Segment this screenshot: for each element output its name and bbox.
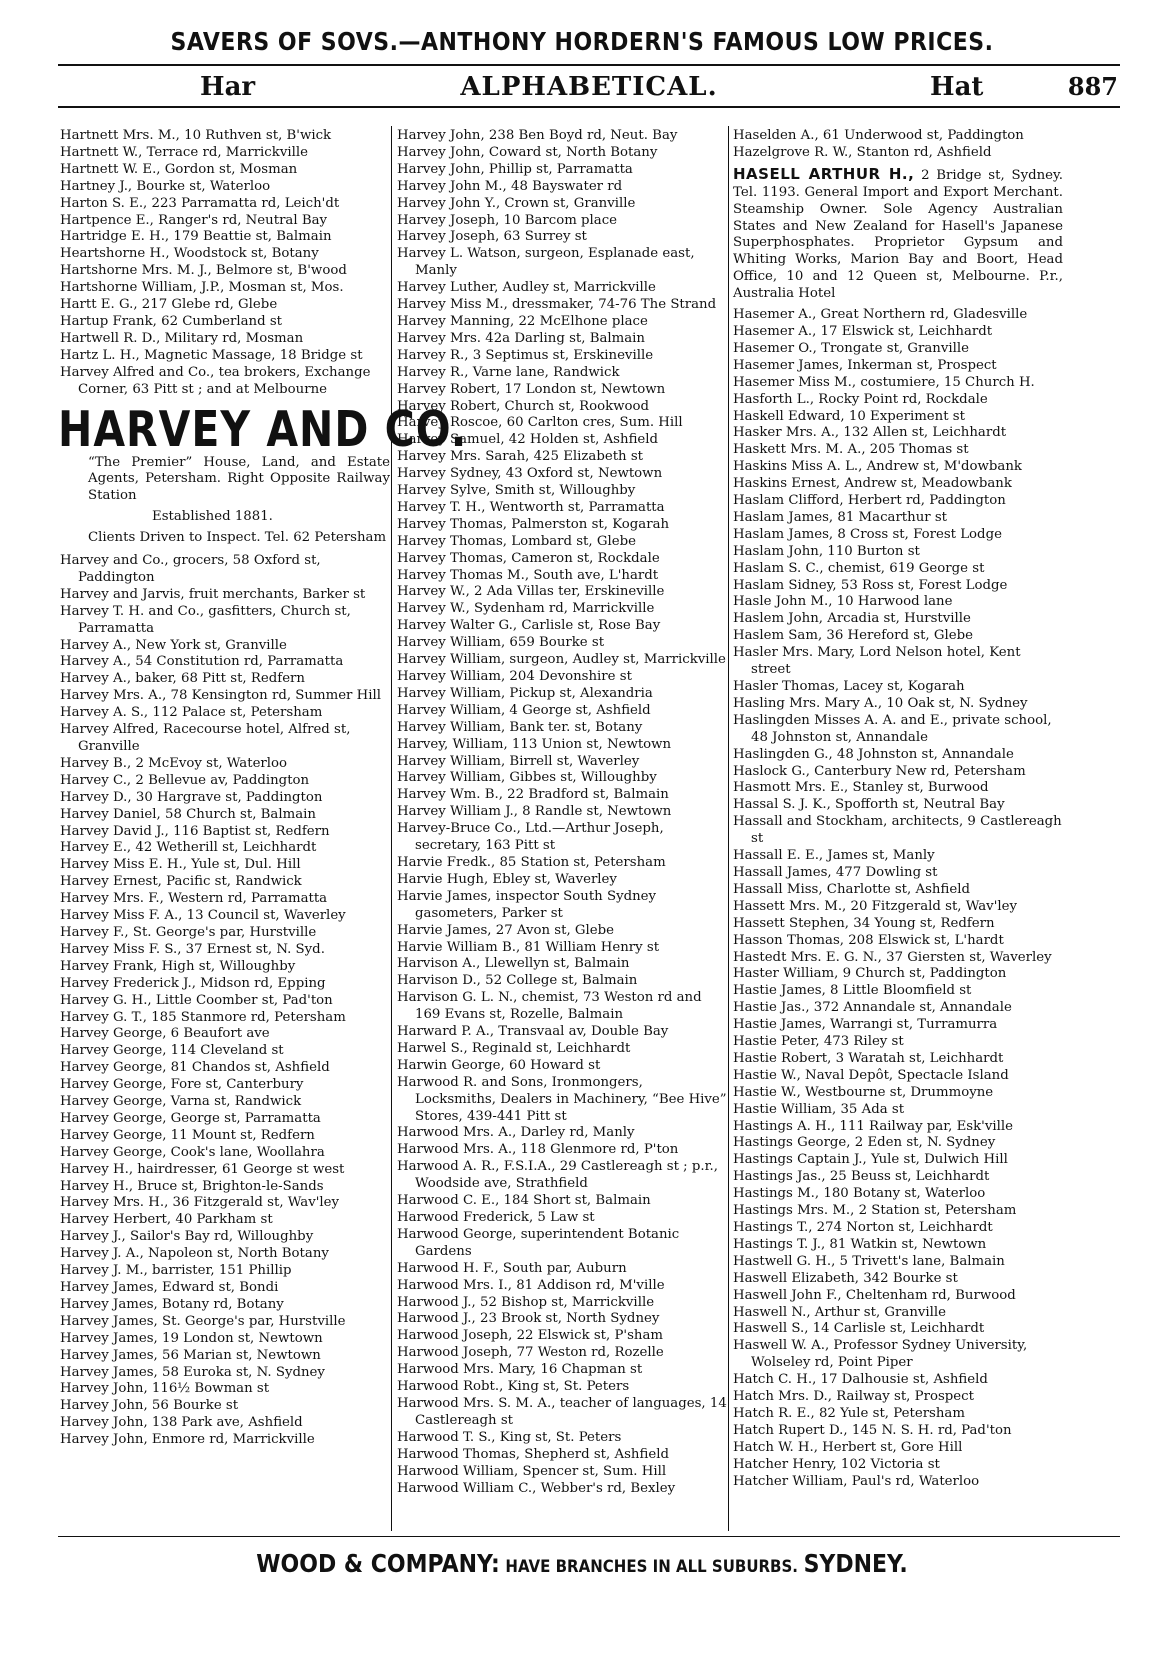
directory-entry: Harvey James, Edward st, Bondi [60, 1280, 279, 1295]
directory-entry: Harwood C. E., 184 Short st, Balmain [397, 1193, 651, 1209]
directory-entry: Hastie William, 35 Ada st [733, 1101, 905, 1117]
hasell-name: HASELL ARTHUR H., [733, 164, 915, 183]
directory-entry: Haslem John, Arcadia st, Hurstville [733, 611, 971, 627]
directory-entry: Hastie W., Naval Depôt, Spectacle Island [733, 1067, 1009, 1083]
banner-rule [58, 64, 1120, 66]
column-2 [397, 128, 727, 1497]
directory-entry: Hastings Jas., 25 Beuss st, Leichhardt [733, 1169, 990, 1185]
column-1-entries-top [60, 128, 390, 399]
directory-entry: Harvie Hugh, Ebley st, Waverley [397, 871, 617, 887]
harvey-and-co-heading: HARVEY AND CO. [58, 399, 468, 458]
directory-entry: Harvey H., Bruce st, Brighton-le-Sands [60, 1178, 324, 1194]
directory-entry: Harvey George, George st, Parramatta [60, 1110, 321, 1126]
directory-entry: Hastings T., 274 Norton st, Leichhardt [733, 1220, 993, 1235]
directory-entry: Harvey William, 659 Bourke st [397, 635, 605, 651]
header-last-word: Hat [930, 72, 984, 102]
directory-entry: Hassall and Stockham, architects, 9 Castlereagh st [733, 814, 1062, 847]
directory-entry: Haskell Edward, 10 Experiment st [733, 408, 965, 424]
directory-entry: Harvison D., 52 College st, Balmain [397, 973, 638, 989]
directory-entry: Harvey Daniel, 58 Church st, Balmain [60, 806, 316, 822]
directory-entry: Harvey Miss E. H., Yule st, Dul. Hill [60, 857, 301, 873]
directory-entry: Harvey Thomas, Lombard st, Glebe [397, 533, 636, 549]
directory-entry: Hasemer A., 17 Elswick st, Leichhardt [733, 323, 993, 339]
harvey-and-co-clients: Clients Driven to Inspect. Tel. 62 Petersham [88, 530, 387, 546]
directory-entry: Harvey R., 3 Septimus st, Erskineville [397, 347, 654, 363]
directory-entry: Haswell S., 14 Carlisle st, Leichhardt [733, 1321, 985, 1337]
directory-entry: Harwood Frederick, 5 Law st [397, 1210, 595, 1225]
directory-entry: Harwood William, Spencer st, Sum. Hill [397, 1463, 667, 1479]
directory-entry: Harvey William, Birrell st, Waverley [397, 753, 640, 769]
directory-entry: Harvey James, 19 London st, Newtown [60, 1330, 323, 1346]
directory-entry: Harvie James, inspector South Sydney gasometers, Parker st [397, 888, 657, 921]
directory-entry: Harvey James, 56 Marian st, Newtown [60, 1347, 321, 1363]
directory-entry: Harvey G. H., Little Coomber st, Pad'ton [60, 992, 333, 1008]
directory-entry: Harvey Robert, 17 London st, Newtown [397, 381, 666, 397]
directory-entry: Haslam Clifford, Herbert rd, Paddington [733, 493, 1006, 509]
directory-entry: Harvey Thomas, Palmerston st, Kogarah [397, 516, 670, 532]
column-1-entries-bottom [60, 553, 390, 1449]
directory-entry: Hasemer Miss M., costumiere, 15 Church H. [733, 374, 1035, 390]
column-3-entries-top [733, 128, 1063, 162]
directory-entry: Harvey and Jarvis, fruit merchants, Barker st [60, 586, 366, 602]
directory-entry: Harvey James, St. George's par, Hurstville [60, 1313, 346, 1329]
directory-entry: Harvey David J., 116 Baptist st, Redfern [60, 823, 330, 839]
directory-entry: Hastings Captain J., Yule st, Dulwich Hill [733, 1152, 1008, 1168]
column-3-entries [733, 307, 1063, 1490]
directory-entry: Harvey Miss F. A., 13 Council st, Waverley [60, 908, 346, 924]
directory-entry: Harwin George, 60 Howard st [397, 1057, 601, 1073]
directory-entry: Hasler Mrs. Mary, Lord Nelson hotel, Kent street [733, 645, 1021, 678]
directory-entry: Harvey Alfred and Co., tea brokers, Exchange Corner, 63 Pitt st ; and at Melbourne [60, 364, 371, 397]
directory-entry: Harvey C., 2 Bellevue av, Paddington [60, 772, 310, 788]
directory-entry: Harwood William C., Webber's rd, Bexley [397, 1480, 676, 1496]
directory-entry: Harwood J., 23 Brook st, North Sydney [397, 1311, 660, 1327]
directory-entry: Haslam Sidney, 53 Ross st, Forest Lodge [733, 577, 1008, 593]
directory-entry: Harvey Samuel, 42 Holden st, Ashfield [397, 432, 659, 448]
directory-entry: Hartnett W. E., Gordon st, Mosman [60, 161, 298, 177]
directory-entry: Hartshorne William, J.P., Mosman st, Mos. [60, 280, 344, 296]
directory-entry: Harvey Joseph, 10 Barcom place [397, 212, 618, 228]
directory-entry: Harvey John, 116½ Bowman st [60, 1381, 270, 1397]
directory-entry: Harvey Mrs. H., 36 Fitzgerald st, Wav'ley [60, 1195, 340, 1211]
directory-entry: Hastings Mrs. M., 2 Station st, Petersham [733, 1203, 1017, 1219]
directory-entry: Hatch W. H., Herbert st, Gore Hill [733, 1439, 963, 1455]
directory-entry: Harvey George, Varna st, Randwick [60, 1094, 302, 1110]
directory-entry: Hastings George, 2 Eden st, N. Sydney [733, 1135, 996, 1151]
directory-entry: Harwood Mrs. S. M. A., teacher of languages, 14 Castlereagh st [397, 1395, 727, 1428]
directory-entry: Haslam James, 8 Cross st, Forest Lodge [733, 526, 1002, 542]
directory-entry: Harvey William, 204 Devonshire st [397, 669, 632, 684]
directory-entry: Harvey Frederick J., Midson rd, Epping [60, 975, 326, 991]
directory-entry: Harvey William, 4 George st, Ashfield [397, 702, 651, 718]
directory-entry: Harvey, William, 113 Union st, Newtown [397, 736, 672, 752]
hasell-advert [733, 166, 1063, 303]
directory-entry: Harvey-Bruce Co., Ltd.—Arthur Joseph, secretary, 163 Pitt st [397, 821, 664, 854]
column-1 [58, 128, 468, 1449]
directory-entry: Harwel S., Reginald st, Leichhardt [397, 1040, 631, 1056]
directory-entry: Haslam S. C., chemist, 619 George st [733, 560, 985, 576]
directory-entry: Harvey Thomas, Cameron st, Rockdale [397, 550, 660, 566]
directory-entry: Harvey George, 11 Mount st, Redfern [60, 1127, 315, 1143]
page-header [58, 72, 1120, 106]
directory-entry: Hassett Mrs. M., 20 Fitzgerald st, Wav'ley [733, 898, 1017, 914]
directory-entry: Harvey A., New York st, Granville [60, 637, 287, 653]
column-3 [733, 128, 1063, 1491]
directory-entry: Haswell Elizabeth, 342 Bourke st [733, 1270, 958, 1286]
directory-entry: Harvey and Co., grocers, 58 Oxford st, Paddington [60, 553, 321, 585]
directory-entry: Harvey Sydney, 43 Oxford st, Newtown [397, 466, 663, 482]
directory-entry: Hatch R. E., 82 Yule st, Petersham [733, 1405, 965, 1421]
directory-entry: Harvey John Y., Crown st, Granville [397, 195, 636, 211]
directory-entry: Harvey W., 2 Ada Villas ter, Erskineville [397, 584, 665, 600]
directory-entry: Hatch Mrs. D., Railway st, Prospect [733, 1389, 974, 1405]
directory-entry: Harvey John, 238 Ben Boyd rd, Neut. Bay [397, 128, 678, 143]
directory-entry: Harvey James, 58 Euroka st, N. Sydney [60, 1364, 325, 1380]
directory-entry: Hassall James, 477 Dowling st [733, 864, 938, 880]
directory-entry: Hartridge E. H., 179 Beattie st, Balmain [60, 229, 332, 245]
directory-entry: Haslam James, 81 Macarthur st [733, 509, 948, 525]
directory-entry: Harvey George, 114 Cleveland st [60, 1043, 284, 1059]
directory-entry: Haslem Sam, 36 Hereford st, Glebe [733, 628, 974, 644]
directory-entry: Harvey A. S., 112 Palace st, Petersham [60, 705, 323, 721]
directory-entry: Hastie W., Westbourne st, Drummoyne [733, 1084, 994, 1100]
directory-entry: Haskins Miss A. L., Andrew st, M'dowbank [733, 459, 1022, 475]
directory-entry: Harvey W., Sydenham rd, Marrickville [397, 601, 655, 617]
directory-entry: Harvey William, Gibbes st, Willoughby [397, 770, 657, 786]
directory-entry: Harvey J., Sailor's Bay rd, Willoughby [60, 1229, 314, 1245]
directory-entry: Hastie James, Warrangi st, Turramurra [733, 1017, 998, 1033]
directory-entry: Harvey Wm. B., 22 Bradford st, Balmain [397, 787, 669, 803]
directory-entry: Harvey E., 42 Wetherill st, Leichhardt [60, 840, 317, 856]
directory-entry: Harwood R. and Sons, Ironmongers, Locksmiths, Dealers in Machinery, “Bee Hive” Stores, 439-441 Pitt st [397, 1074, 727, 1124]
directory-entry: Harvey Miss M., dressmaker, 74-76 The Strand [397, 297, 717, 313]
directory-entry: Harvey John, Phillip st, Parramatta [397, 161, 633, 177]
directory-entry: Hasemer A., Great Northern rd, Gladesville [733, 307, 1028, 323]
footer-rule [58, 1536, 1120, 1537]
directory-entry: Harvey Thomas M., South ave, L'hardt [397, 567, 659, 583]
directory-entry: Heartshorne H., Woodstock st, Botany [60, 246, 319, 262]
directory-entry: Harwood Mrs. Mary, 16 Chapman st [397, 1362, 643, 1378]
directory-entry: Harward P. A., Transvaal av, Double Bay [397, 1024, 669, 1040]
directory-entry: Harwood Joseph, 77 Weston rd, Rozelle [397, 1345, 664, 1361]
directory-entry: Haslingden Misses A. A. and E., private school, 48 Johnston st, Annandale [733, 712, 1052, 745]
page-number: 887 [1067, 72, 1118, 101]
directory-entry: Harvey A., 54 Constitution rd, Parramatta [60, 654, 344, 670]
directory-entry: Hasling Mrs. Mary A., 10 Oak st, N. Sydney [733, 695, 1028, 711]
directory-entry: Harvey Roscoe, 60 Carlton cres, Sum. Hill [397, 415, 683, 431]
directory-entry: Hasmott Mrs. E., Stanley st, Burwood [733, 780, 989, 796]
directory-entry: Harwood George, superintendent Botanic Gardens [397, 1226, 680, 1259]
directory-entry: Harvey Herbert, 40 Parkham st [60, 1212, 273, 1228]
directory-entry: Harvey George, Fore st, Canterbury [60, 1077, 304, 1093]
directory-entry: Harvey Robert, Church st, Rookwood [397, 398, 650, 414]
directory-entry: Hastwell G. H., 5 Trivett's lane, Balmain [733, 1253, 1005, 1269]
directory-entry: Harvey John, 138 Park ave, Ashfield [60, 1415, 303, 1431]
directory-entry: Harwood Robt., King st, St. Peters [397, 1379, 630, 1395]
directory-entry: Harvison G. L. N., chemist, 73 Weston rd and 169 Evans st, Rozelle, Balmain [397, 990, 702, 1023]
directory-entry: Hartup Frank, 62 Cumberland st [60, 313, 282, 329]
directory-entry: Harwood Thomas, Shepherd st, Ashfield [397, 1446, 669, 1462]
directory-entry: Harvey J. M., barrister, 151 Phillip [60, 1263, 292, 1279]
directory-entry: Harvey Alfred, Racecourse hotel, Alfred st, Granville [60, 722, 351, 754]
directory-entry: Hastie Jas., 372 Annandale st, Annandale [733, 1000, 1012, 1016]
directory-entry: Harvey H., hairdresser, 61 George st west [60, 1161, 345, 1177]
directory-entry: Harvey A., baker, 68 Pitt st, Redfern [60, 671, 305, 687]
hasell-body: 2 Bridge st, Sydney. Tel. 1193. General Import and Export Merchant. Steamship Owner. Sole Agency Australian States and New Zealand for Hasell's Japanese Superphosphates. Proprietor Gypsum and Whiting Works, Marion Bay and Boort, Head Office, 10 and 12 Queen st, Melbourne. P.r., Australia Hotel [733, 167, 1063, 302]
directory-entry: Harvey William J., 8 Randle st, Newtown [397, 804, 672, 820]
column-divider-1 [391, 126, 392, 1531]
footer-company: WOOD & COMPANY: [256, 1550, 500, 1579]
directory-entry: Hasforth L., Rocky Point rd, Rockdale [733, 391, 988, 407]
directory-entry: Harvey Manning, 22 McElhone place [397, 313, 648, 329]
directory-entry: Harvey George, 81 Chandos st, Ashfield [60, 1060, 330, 1076]
directory-entry: Harvie Fredk., 85 Station st, Petersham [397, 854, 666, 870]
directory-entry: Harvey Sylve, Smith st, Willoughby [397, 483, 636, 499]
directory-entry: Haswell John F., Cheltenham rd, Burwood [733, 1287, 1016, 1303]
directory-entry: Harvey John M., 48 Bayswater rd [397, 178, 623, 194]
directory-entry: Hatcher William, Paul's rd, Waterloo [733, 1473, 980, 1489]
header-rule [58, 106, 1120, 108]
directory-entry: Harvey John, 56 Bourke st [60, 1398, 239, 1414]
directory-entry: Hazelgrove R. W., Stanton rd, Ashfield [733, 144, 992, 160]
directory-entry: Hartney J., Bourke st, Waterloo [60, 178, 271, 194]
directory-entry: Harvey George, 6 Beaufort ave [60, 1026, 270, 1042]
footer-branches: HAVE BRANCHES IN ALL SUBURBS. [505, 1555, 798, 1577]
directory-entry: Harwood T. S., King st, St. Peters [397, 1429, 622, 1445]
directory-entry: Harvey J. A., Napoleon st, North Botany [60, 1246, 329, 1262]
directory-entry: Harvey Joseph, 63 Surrey st [397, 229, 587, 245]
directory-entry: Harwood A. R., F.S.I.A., 29 Castlereagh st ; p.r., Woodside ave, Strathfield [397, 1159, 718, 1192]
directory-entry: Harvey John, Enmore rd, Marrickville [60, 1432, 315, 1448]
directory-entry: Harvey Mrs. 42a Darling st, Balmain [397, 330, 645, 346]
directory-entry: Harvey William, Bank ter. st, Botany [397, 719, 643, 735]
directory-entry: Hastings T. J., 81 Watkin st, Newtown [733, 1236, 987, 1252]
directory-entry: Hasler Thomas, Lacey st, Kogarah [733, 679, 965, 694]
directory-entry: Hasemer James, Inkerman st, Prospect [733, 357, 997, 373]
directory-entry: Harvey D., 30 Hargrave st, Paddington [60, 789, 323, 805]
directory-entry: Hasker Mrs. A., 132 Allen st, Leichhardt [733, 425, 1007, 441]
directory-entry: Harvey James, Botany rd, Botany [60, 1296, 284, 1312]
directory-entry: Harvie William B., 81 William Henry st [397, 939, 660, 955]
directory-entry: Hatch C. H., 17 Dalhousie st, Ashfield [733, 1372, 988, 1388]
directory-entry: Harvey Mrs. F., Western rd, Parramatta [60, 891, 328, 907]
directory-entry: Hartnett Mrs. M., 10 Ruthven st, B'wick [60, 128, 332, 143]
harvey-and-co-advert [58, 399, 468, 548]
column-divider-2 [728, 126, 729, 1531]
directory-entry: Harton S. E., 223 Parramatta rd, Leich'dt [60, 195, 340, 211]
directory-entry: Haselden A., 61 Underwood st, Paddington [733, 128, 1024, 143]
directory-entry: Harwood Mrs. A., 118 Glenmore rd, P'ton [397, 1142, 679, 1158]
directory-entry: Hatcher Henry, 102 Victoria st [733, 1456, 940, 1472]
directory-entry: Haslam John, 110 Burton st [733, 543, 920, 559]
directory-entry: Harvey F., St. George's par, Hurstville [60, 924, 317, 940]
directory-entry: Harvey L. Watson, surgeon, Esplanade east, Manly [397, 246, 695, 279]
directory-entry: Hassal S. J. K., Spofforth st, Neutral Bay [733, 797, 1005, 813]
directory-entry: Haslock G., Canterbury New rd, Petersham [733, 763, 1026, 779]
footer-advert [0, 1550, 1164, 1579]
top-advert-banner: SAVERS OF SOVS.—ANTHONY HORDERN'S FAMOUS LOW PRICES. [170, 28, 994, 57]
harvey-and-co-description: “The Premier” House, Land, and Estate Agents, Petersham. Right Opposite Railway Station [88, 454, 390, 504]
directory-entry: Harvey William, surgeon, Audley st, Marrickville [397, 652, 726, 668]
directory-entry: Harvey G. T., 185 Stanmore rd, Petersham [60, 1009, 346, 1025]
directory-entry: Harwood H. F., South par, Auburn [397, 1260, 627, 1276]
directory-entry: Haskins Ernest, Andrew st, Meadowbank [733, 476, 1012, 492]
directory-entry: Hartwell R. D., Military rd, Mosman [60, 330, 304, 346]
directory-entry: Hastings M., 180 Botany st, Waterloo [733, 1186, 986, 1202]
directory-entry: Harvey T. H. and Co., gasfitters, Church st, Parramatta [60, 603, 351, 636]
directory-entry: Hastings A. H., 111 Railway par, Esk'ville [733, 1118, 1013, 1134]
directory-entry: Harvey Frank, High st, Willoughby [60, 958, 296, 974]
directory-entry: Harvey William, Pickup st, Alexandria [397, 685, 653, 701]
directory-entry: Hastedt Mrs. E. G. N., 37 Giersten st, Waverley [733, 949, 1052, 965]
header-first-word: Har [200, 72, 256, 102]
directory-entry: Hassall E. E., James st, Manly [733, 848, 935, 864]
directory-entry: Hassett Stephen, 34 Young st, Redfern [733, 915, 995, 931]
directory-entry: Harvey R., Varne lane, Randwick [397, 364, 620, 380]
directory-entry: Hartt E. G., 217 Glebe rd, Glebe [60, 297, 278, 313]
directory-entry: Hartz L. H., Magnetic Massage, 18 Bridge st [60, 347, 363, 363]
directory-entry: Haskett Mrs. M. A., 205 Thomas st [733, 442, 969, 458]
directory-entry: Hastie Peter, 473 Riley st [733, 1034, 904, 1050]
directory-entry: Harvey Ernest, Pacific st, Randwick [60, 874, 302, 890]
directory-entry: Harvey John, Coward st, North Botany [397, 144, 658, 160]
directory-entry: Harvey Walter G., Carlisle st, Rose Bay [397, 618, 661, 634]
directory-entry: Harvey Mrs. Sarah, 425 Elizabeth st [397, 449, 644, 465]
directory-entry: Hartpence E., Ranger's rd, Neutral Bay [60, 212, 328, 228]
directory-entry: Haslingden G., 48 Johnston st, Annandale [733, 746, 1014, 762]
directory-entry: Hasle John M., 10 Harwood lane [733, 594, 953, 610]
directory-entry: Harvey Mrs. A., 78 Kensington rd, Summer Hill [60, 688, 381, 704]
directory-entry: Hastie James, 8 Little Bloomfield st [733, 983, 972, 999]
directory-entry: Hatch Rupert D., 145 N. S. H. rd, Pad'ton [733, 1422, 1012, 1438]
directory-entry: Harvie James, 27 Avon st, Glebe [397, 922, 615, 938]
directory-entry: Harwood Mrs. A., Darley rd, Manly [397, 1125, 635, 1141]
directory-entry: Harwood Mrs. I., 81 Addison rd, M'ville [397, 1277, 665, 1293]
harvey-and-co-established: Established 1881. [152, 509, 273, 525]
directory-entry: Haswell W. A., Professor Sydney University, Wolseley rd, Point Piper [733, 1338, 1028, 1371]
directory-entry: Hartnett W., Terrace rd, Marrickville [60, 144, 308, 160]
directory-entry: Haswell N., Arthur st, Granville [733, 1304, 947, 1320]
directory-entry: Harvison A., Llewellyn st, Balmain [397, 956, 630, 972]
directory-entry: Haster William, 9 Church st, Paddington [733, 966, 1007, 982]
directory-entry: Hartshorne Mrs. M. J., Belmore st, B'wood [60, 263, 347, 279]
directory-entry: Harvey George, Cook's lane, Woollahra [60, 1144, 325, 1160]
column-2-entries [397, 128, 727, 1497]
footer-city: SYDNEY. [803, 1550, 908, 1579]
directory-entry: Harwood J., 52 Bishop st, Marrickville [397, 1294, 655, 1310]
directory-entry: Hasson Thomas, 208 Elswick st, L'hardt [733, 932, 1004, 948]
directory-entry: Hassall Miss, Charlotte st, Ashfield [733, 881, 970, 897]
directory-entry: Harvey T. H., Wentworth st, Parramatta [397, 499, 665, 515]
directory-entry: Hastie Robert, 3 Waratah st, Leichhardt [733, 1050, 1004, 1066]
directory-entry: Harvey Luther, Audley st, Marrickville [397, 280, 656, 296]
directory-entry: Hasemer O., Trongate st, Granville [733, 340, 969, 356]
directory-entry: Harvey Miss F. S., 37 Ernest st, N. Syd. [60, 941, 325, 957]
header-title: ALPHABETICAL. [460, 72, 718, 102]
directory-entry: Harvey B., 2 McEvoy st, Waterloo [60, 755, 288, 771]
directory-entry: Harwood Joseph, 22 Elswick st, P'sham [397, 1328, 664, 1344]
